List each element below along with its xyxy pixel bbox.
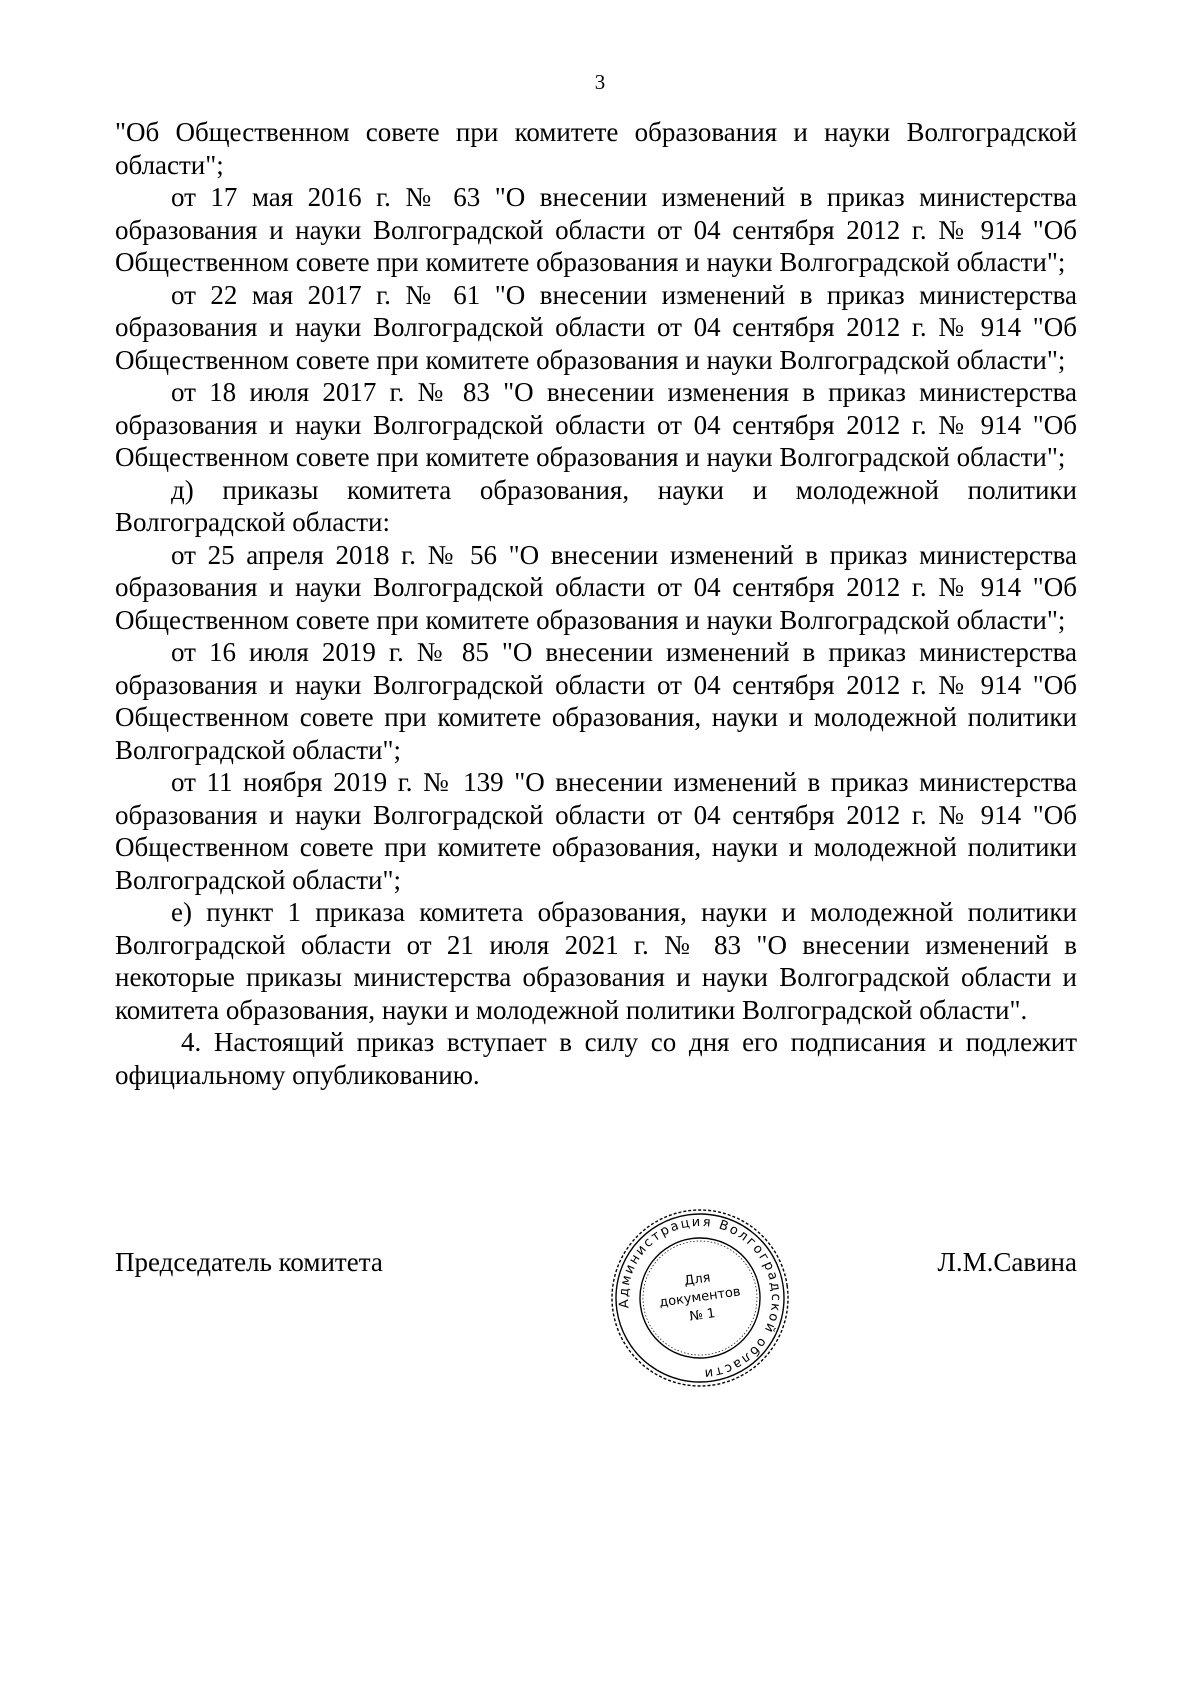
signature-block	[115, 1246, 1077, 1286]
paragraph: от 17 мая 2016 г. № 63 "О внесении изменений в приказ министерства образования и науки Волгоградской области от 04 сентября 2012 г. № 914 "Об Общественном совете при комитете образования и науки Волгоградской области";	[115, 182, 1077, 277]
paragraph: от 18 июля 2017 г. № 83 "О внесении изменения в приказ министерства образования и науки Волгоградской области от 04 сентября 2012 г. № 914 "Об Общественном совете при комитете образования и науки Волгоградской области";	[115, 377, 1077, 472]
paragraph: от 11 ноября 2019 г. № 139 "О внесении изменений в приказ министерства образования и науки Волгоградской области от 04 сентября 2012 г. № 914 "Об Общественном совете при комитете образования, науки и молодежной политики Волгоградской области";	[115, 767, 1077, 895]
page-number: 3	[594, 70, 606, 94]
paragraph: е) пункт 1 приказа комитета образования, науки и молодежной политики Волгоградской области от 21 июля 2021 г. № 83 "О внесении изменений в некоторые приказы министерства образования и науки Волгоградской области и комитета образования, науки и молодежной политики Волгоградской области".	[115, 897, 1077, 1025]
signatory-position: Председатель комитета	[115, 1247, 383, 1277]
seal-center-text: № 1	[688, 1306, 717, 1325]
official-seal	[605, 1203, 795, 1393]
paragraph: от 22 мая 2017 г. № 61 "О внесении изменений в приказ министерства образования и науки Волгоградской области от 04 сентября 2012 г. № 914 "Об Общественном совете при комитете образования и науки Волгоградской области";	[115, 279, 1077, 375]
paragraph: 4. Настоящий приказ вступает в силу со дня его подписания и подлежит официальному опубликованию.	[115, 1027, 1077, 1090]
paragraph: "Об Общественном совете при комитете образования и науки Волгоградской области";	[115, 117, 1077, 180]
signatory-name: Л.М.Савина	[937, 1247, 1077, 1277]
paragraph: д) приказы комитета образования, науки и молодежной политики Волгоградской области:	[115, 474, 1077, 537]
seal-ring-text: Администрация Волгоградской области	[616, 1214, 784, 1382]
paragraph: от 16 июля 2019 г. № 85 "О внесении изменений в приказ министерства образования и науки Волгоградской области от 04 сентября 2012 г. № 914 "Об Общественном совете при комитете образования, науки и молодежной политики Волгоградской области";	[115, 637, 1077, 765]
seal-center-text: Для	[683, 1270, 712, 1289]
seal-center-text: документов	[658, 1284, 742, 1311]
document-body	[115, 116, 1077, 1091]
paragraph: от 25 апреля 2018 г. № 56 "О внесении изменений в приказ министерства образования и науки Волгоградской области от 04 сентября 2012 г. № 914 "Об Общественном совете при комитете образования и науки Волгоградской области";	[115, 539, 1077, 635]
seal-stamp-icon	[605, 1203, 795, 1393]
